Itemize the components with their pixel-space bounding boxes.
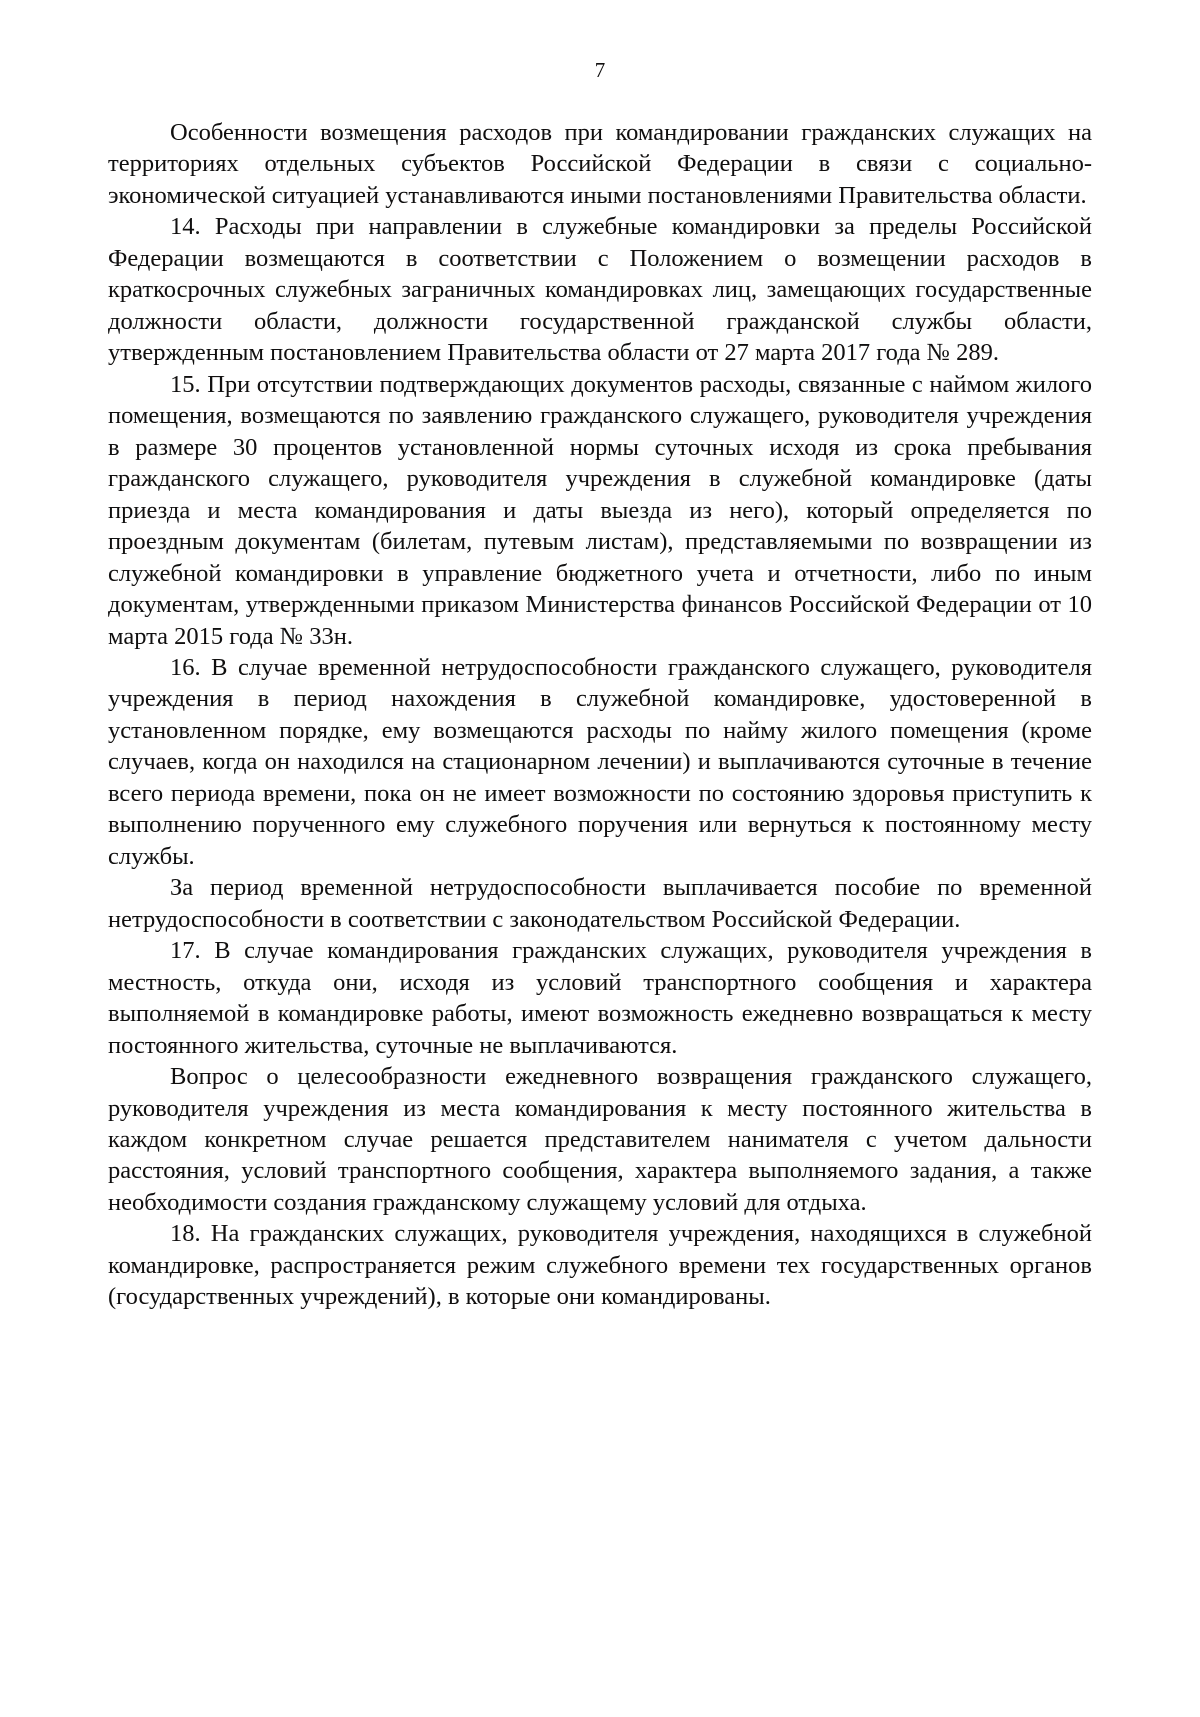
paragraph: 18. На гражданских служащих, руководителя учреждения, находящихся в служебной командировке, распространяется режим служебного времени тех государственных органов (государственных учреждений), в которые они командированы. [108,1220,1092,1311]
paragraph: 15. При отсутствии подтверждающих документов расходы, связанные с наймом жилого помещения, возмещаются по заявлению гражданского служащего, руководителя учреждения в размере 30 процентов установленной нормы суточных исходя из срока пребывания гражданского служащего, руководителя учреждения в служебной командировке (даты приезда и места командирования и даты выезда из него), который определяется по проездным документам (билетам, путевым листам), представляемыми по возвращении из служебной командировки в управление бюджетного учета и отчетности, либо по иным документам, утвержденными приказом Министерства финансов Российской Федерации от 10 марта 2015 года № 33н. [108,370,1092,650]
paragraph: 16. В случае временной нетрудоспособности гражданского служащего, руководителя учреждения в период нахождения в служебной командировке, удостоверенной в установленном порядке, ему возмещаются расходы по найму жилого помещения (кроме случаев, когда он находился на стационарном лечении) и выплачиваются суточные в течение всего периода времени, пока он не имеет возможности по состоянию здоровья приступить к выполнению порученного ему служебного поручения или вернуться к постоянному месту службы. [108,653,1092,870]
paragraph: За период временной нетрудоспособности выплачивается пособие по временной нетрудоспособности в соответствии с законодательством Российской Федерации. [108,874,1092,933]
paragraph: 14. Расходы при направлении в служебные командировки за пределы Российской Федерации возмещаются в соответствии с Положением о возмещении расходов в краткосрочных служебных заграничных командировках лиц, замещающих государственные должности области, должности государственной гражданской службы области, утвержденным постановлением Правительства области от 27 марта 2017 года № 289. [108,213,1092,367]
document-body [108,117,1092,1313]
paragraph: Вопрос о целесообразности ежедневного возвращения гражданского служащего, руководителя учреждения из места командирования к месту постоянного жительства в каждом конкретном случае решается представителем нанимателя с учетом дальности расстояния, условий транспортного сообщения, характера выполняемого задания, а также необходимости создания гражданскому служащему условий для отдыха. [108,1063,1092,1216]
paragraph: Особенности возмещения расходов при командировании гражданских служащих на территориях отдельных субъектов Российской Федерации в связи с социально-экономической ситуацией устанавливаются иными постановлениями Правительства области. [108,119,1092,209]
paragraph: 17. В случае командирования гражданских служащих, руководителя учреждения в местность, откуда они, исходя из условий транспортного сообщения и характера выполняемой в командировке работы, имеют возможность ежедневно возвращаться к месту постоянного жительства, суточные не выплачиваются. [108,937,1092,1059]
page-number: 7 [594,58,606,82]
